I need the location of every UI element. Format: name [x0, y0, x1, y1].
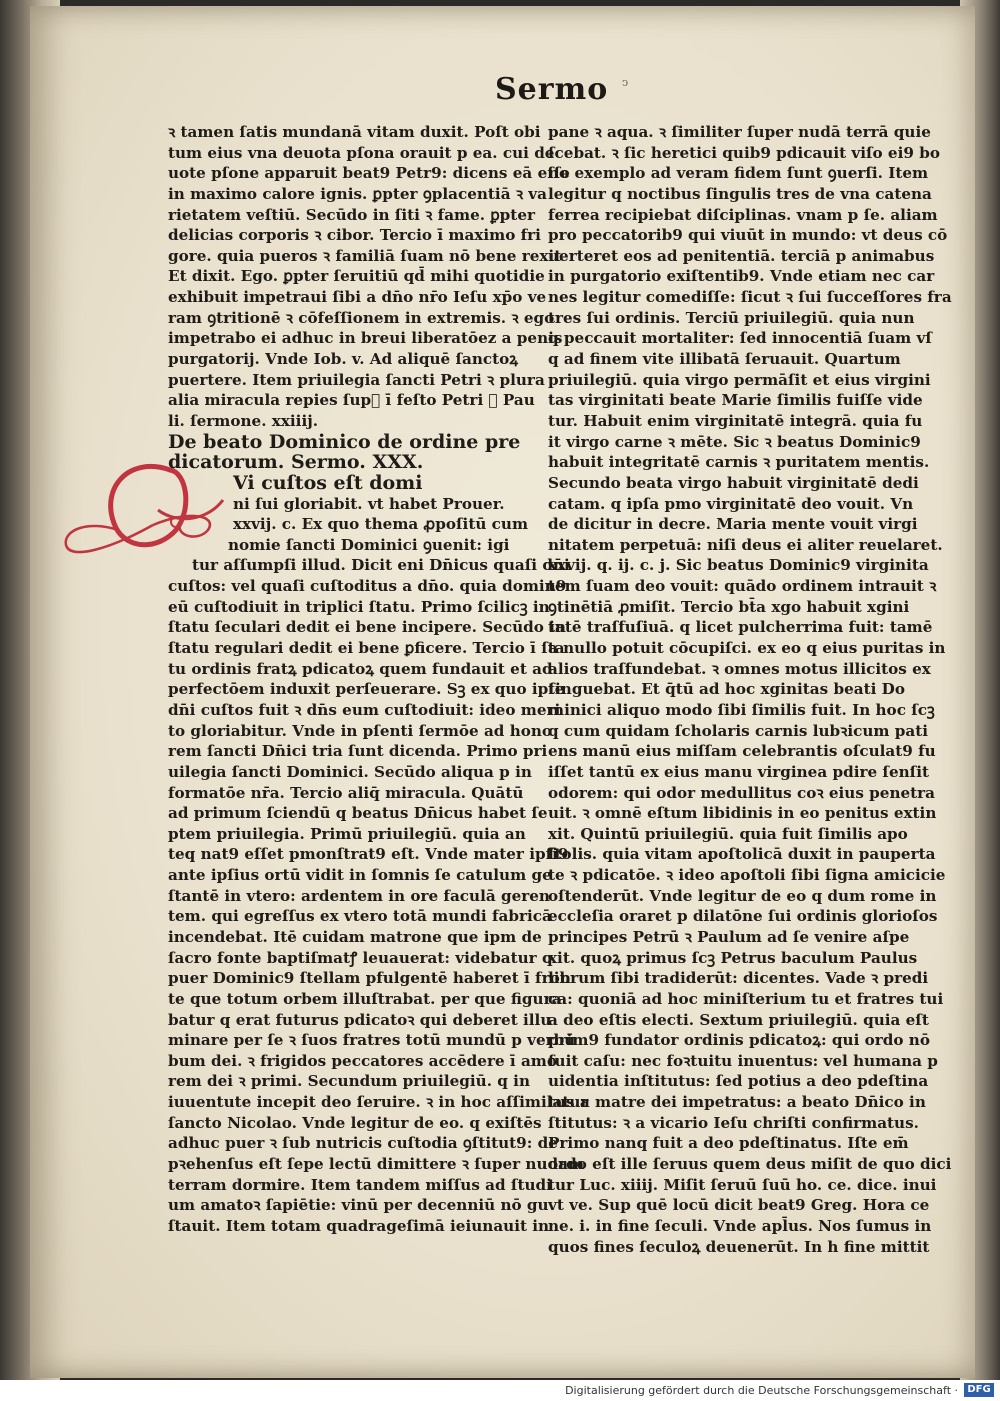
text-line: q peccauit mortaliter: ſed innocentiā ſuam vſ: [548, 329, 932, 348]
text-line: tas virginitati beate Marie ſimilis fuiſſe vide: [548, 391, 923, 410]
text-line: odorem: qui odor medullitus coꝛ eius penetra: [548, 783, 936, 802]
text-line: tatē traſfuſiuā. q licet pulcherrima fuit: tamē: [548, 618, 933, 637]
text-column-right: [548, 122, 952, 1257]
text-line: iuuentute incepit deo ſeruire. ꝛ in hoc aſſimilatur: [168, 1093, 589, 1112]
text-line: tur. Habuit enim virginitatē integrā. quia fu: [548, 411, 923, 430]
text-line: in maximo calore ignis. ꝑpter ꝯplacentiā ꝛ va: [168, 184, 547, 203]
text-line: ſtitutus: ꝛ a vicario Ieſu chriſti confirmatus.: [548, 1113, 919, 1132]
text-line: legitur q noctibus ſingulis tres de vna catena: [548, 184, 932, 203]
text-line: purgatorij. Vnde Iob. v. Ad aliquē ſanctoꝝ: [168, 350, 519, 369]
text-line: in purgatorio exiſtentib9. Vnde etiam nec car: [548, 267, 935, 286]
text-line: tum eius vna deuota pſona orauit p ea. cui de: [168, 143, 555, 162]
text-line: gore. quia pueros ꝛ familiā ſuam nō bene rexit: [168, 246, 562, 265]
text-line: tu ordinis fratꝝ pdicatoꝝ quem fundauit et ad: [168, 659, 553, 678]
text-line: rem dei ꝛ primi. Secundum priuilegiū. q in: [168, 1072, 530, 1091]
text-line: ꝯtinētiā ꝓmiſit. Tercio bt̄a xgo habuit xgini: [548, 597, 910, 616]
text-line: alios traſfundebat. ꝛ omnes motus illicitos ex: [548, 659, 931, 678]
text-line: incendebat. Itē cuidam matrone que ipm de: [168, 927, 542, 946]
text-line: Et dixit. Ego. ꝑpter ſeruitiū qd̄ mihi quotidie: [168, 267, 545, 286]
text-line: tur aſſumpſi illud. Dicit eni Dn̄icus quaſi dn̄i: [192, 556, 570, 575]
text-line: quos fines ſeculoꝝ deuenerūt. In h fine mittit: [548, 1237, 930, 1256]
text-line: ſtatu regulari dedit ei bene ꝑficere. Tercio ī ſta: [168, 639, 565, 658]
text-line: ſtolis. quia vitam apoſtolicā duxit in pauperta: [548, 845, 936, 864]
text-line: de dicitur in decre. Maria mente vouit virgi: [548, 515, 918, 534]
text-line: perfectōem induxit perſeuerare. Sꝫ ex quo ipſe: [168, 680, 565, 699]
text-line: ne. i. in fine ſeculi. Vnde apl̄us. Nos ſumus in: [548, 1216, 932, 1235]
text-line: dicatorum. Sermo. XXX.: [168, 451, 424, 474]
text-line: te que totum orbem illuſtrabat. per que figura: [168, 989, 562, 1008]
text-line: pane ꝛ aqua. ꝛ ſimiliter ſuper nudā terrā quie: [548, 123, 931, 141]
text-line: ad primum ſciendū q beatus Dn̄icus habet ſe: [168, 804, 548, 823]
text-line: tur Luc. xiiij. Miſit ſeruū ſuū ho. ce. dice. inui: [548, 1175, 937, 1194]
text-line: pro peccatorib9 qui viuūt in mundo: vt deus cō: [548, 226, 948, 245]
text-line: ordo eſt ille ſeruus quem deus miſit de quo dici: [548, 1155, 952, 1174]
text-line: q ad finem vite illibatā ſeruauit. Quartum: [548, 350, 901, 369]
text-line: um amatoꝛ ſapiētie: vinū per decenniū nō gu: [168, 1196, 549, 1215]
text-line: nitatem perpetuā: niſi deus ei aliter reuelaret.: [548, 535, 943, 554]
text-line: nes legitur comediſſe: ſicut ꝛ ſui ſucceſſores fra: [548, 288, 952, 307]
text-line: habuit integritatē carnis ꝛ puritatem mentis.: [548, 453, 930, 472]
text-line: tem. qui egreſſus ex vtero totā mundi fabricā: [168, 907, 552, 926]
text-line: xit. Quintū priuilegiū. quia fuit ſimilis apo: [548, 824, 908, 843]
text-line: uilegia ſancti Dominici. Secūdo aliqua p in: [168, 762, 532, 781]
text-line: uerteret eos ad penitentiā. terciā p animabus: [548, 246, 935, 265]
text-line: ſtantē in vtero: ardentem in ore faculā geren: [168, 886, 550, 905]
text-line: principes Petrū ꝛ Paulum ad ſe venire aſpe: [548, 927, 910, 946]
text-line: formatōe nr̄a. Tercio aliq̄ miracula. Quātū: [168, 783, 524, 802]
text-line: ſancto Nicolao. Vnde legitur de eo. q exiſtēs: [168, 1113, 542, 1132]
text-line: to gloriabitur. Vnde in pſenti ſermōe ad hono: [168, 721, 553, 740]
text-line: Vi cuſtos eſt domi: [233, 471, 423, 494]
text-line: minare per ſe ꝛ ſuos fratres totū mundū p verbū: [168, 1031, 576, 1050]
text-line: cuſtos: vel quaſi cuſtoditus a dn̄o. quia domin9: [168, 577, 567, 596]
text-line: oſtenderūt. Vnde legitur de eo q dum rome in: [548, 886, 937, 905]
text-line: catam. q ipſa pmo virginitatē deo vouit. Vn: [548, 494, 914, 513]
text-line: a nullo potuit cōcupiſci. ex eo q eius puritas in: [548, 639, 946, 658]
text-line: puertere. Item priuilegia ſancti Petri ꝛ plura: [168, 370, 545, 389]
text-line: vt ve. Sup quē locū dicit beat9 Greg. Hora ce: [548, 1196, 930, 1215]
text-line: pꝛehenſus eſt ſepe lectū dimittere ꝛ ſuper nudam: [168, 1155, 585, 1174]
text-line: ferrea recipiebat diſciplinas. vnam p ſe. aliam: [548, 205, 938, 224]
text-line: nomie ſancti Dominici ꝯuenit: igi: [228, 535, 510, 554]
text-line: puer Dominic9 ſtellam pfulgentē haberet ī fron: [168, 969, 571, 988]
text-line: ſtauit. Item totam quadrageſimā ieiunauit in: [168, 1216, 550, 1235]
text-line: iſſet tantū ex eius manu virginea pdire ſenſit: [548, 762, 929, 781]
running-head: Sermo: [495, 72, 609, 107]
text-line: adhuc puer ꝛ ſub nutricis cuſtodia ꝯſtitut9: de: [168, 1134, 558, 1153]
text-line: terram dormire. Item tandem miſſus ad ſtudi: [168, 1175, 552, 1194]
text-line: ca: quoniā ad hoc miniſterium tu et fratres tui: [548, 989, 944, 1008]
text-line: tres ſui ordinis. Terciū priuilegiū. quia nun: [548, 308, 915, 327]
text-line: ptem priuilegia. Primū priuilegiū. quia an: [168, 824, 526, 843]
text-line: rietatem veſtiū. Secūdo in ſiti ꝛ fame. ꝑpter: [168, 205, 535, 224]
footer-text: Digitalisierung gefördert durch die Deutsche Forschungsgemeinschaft ·: [565, 1384, 958, 1397]
text-line: Primo nanq fuit a deo pdeſtinatus. Iſte em̄: [548, 1134, 909, 1153]
text-line: eccleſia oraret p dilatōne ſui ordinis glorioſos: [548, 907, 938, 926]
text-line: rem ſancti Dn̄ici tria ſunt dicenda. Primo pri: [168, 742, 548, 761]
text-line: prim9 fundator ordinis pdicatoꝝ: qui ordo nō: [548, 1031, 930, 1050]
text-line: tem ſuam deo vouit: quādo ordinem intrauit ꝛ: [548, 577, 937, 596]
text-line: alia miracula repies ſupᷓ ī feſto Petri ꝛ Pau: [168, 391, 535, 410]
text-line: tus a matre dei impetratus: a beato Dn̄ico in: [548, 1093, 926, 1112]
text-line: xxvij. c. Ex quo thema ꝓpoſitū cum: [233, 515, 529, 534]
text-line: uote pſone apparuit beat9 Petr9: dicens eā eſſe: [168, 164, 570, 183]
text-line: ante ipſius ortū vidit in ſomnis ſe catulum ge: [168, 866, 552, 885]
text-line: priuilegiū. quia virgo permāſit et eius virgini: [548, 370, 931, 389]
text-line: librum ſibi tradiderūt: dicentes. Vade ꝛ predi: [548, 969, 929, 988]
text-line: De beato Dominico de ordine pre: [168, 430, 521, 453]
text-line: fuit caſu: nec foꝛtuitu inuentus: vel humana p: [548, 1051, 938, 1070]
text-line: ens manū eius miſſam celebrantis oſculat9 fu: [548, 742, 936, 761]
text-line: uit. ꝛ omnē eſtum libidinis in eo penitus extin: [548, 804, 937, 823]
text-line: li. ſermone. xxiiij.: [168, 411, 318, 430]
text-line: impetrabo ei adhuc in breui liberatōez a penis: [168, 329, 563, 348]
text-line: bum dei. ꝛ frigidos peccatores accēdere ī amo: [168, 1051, 558, 1070]
text-line: it virgo carne ꝛ mēte. Sic ꝛ beatus Dominic9: [548, 432, 921, 451]
text-line: xxvij. q. ij. c. j. Sic beatus Dominic9 virginita: [548, 556, 929, 575]
text-line: uidentia inſtitutus: ſed potius a deo pdeſtina: [548, 1072, 929, 1091]
text-line: ram ꝯtritionē ꝛ cōfeſſionem in extremis. ꝛ ego: [168, 308, 555, 327]
text-line: exhibuit impetraui ſibi a dn̄o nr̄o Ieſu xp̄o ve: [168, 288, 547, 307]
text-line: minici aliquo modo ſibi ſimilis fuit. In hoc ſcꝫ: [548, 700, 935, 719]
text-line: tinguebat. Et q̄tū ad hoc xginitas beati Do: [548, 680, 905, 699]
text-line: dn̄i cuſtos fuit ꝛ dn̄s eum cuſtodiuit: ideo meri: [168, 700, 561, 719]
text-line: Secundo beata virgo habuit virginitatē dedi: [548, 473, 919, 492]
text-line: teq nat9 eſſet pmonſtrat9 eſt. Vnde mater ipſi9: [168, 845, 569, 864]
text-line: batur q erat futurus pdicatoꝛ qui deberet illu: [168, 1010, 552, 1029]
text-line: ſcebat. ꝛ ſic heretici quib9 pdicauit viſo ei9 bo: [548, 143, 940, 162]
text-line: ni ſui gloriabit. vt habet Prouer.: [233, 494, 505, 513]
text-line: a deo eſtis electi. Sextum priuilegiū. quia eſt: [548, 1010, 929, 1029]
text-column-left: [168, 122, 589, 1237]
text-line: xit. quoꝝ primus ſcꝫ Petrus baculum Paulus: [548, 948, 918, 967]
text-line: te ꝛ pdicatōe. ꝛ ideo apoſtoli ſibi ſigna amicicie: [548, 866, 946, 885]
text-line: delicias corporis ꝛ cibor. Tercio ī maximo fri: [168, 226, 541, 245]
text-line: no exemplo ad veram fidem ſunt ꝯuerſi. Item: [548, 164, 929, 183]
dfg-logo[interactable]: DFG: [964, 1383, 994, 1397]
text-line: ꝛ tamen ſatis mundanā vitam duxit. Poſt obi: [168, 123, 541, 141]
text-line: ſacro fonte baptiſmatꝭ leuauerat: videbatur q: [168, 948, 553, 967]
text-line: ſtatu ſeculari dedit ei bene incipere. Secūdo in: [168, 618, 566, 637]
text-line: eū cuſtodiuit in triplici ſtatu. Primo ſcilicꝫ in: [168, 597, 550, 616]
running-mark: ↄ: [622, 76, 629, 89]
text-line: q cum quidam ſcholaris carnis lubꝛicum pati: [548, 721, 929, 740]
